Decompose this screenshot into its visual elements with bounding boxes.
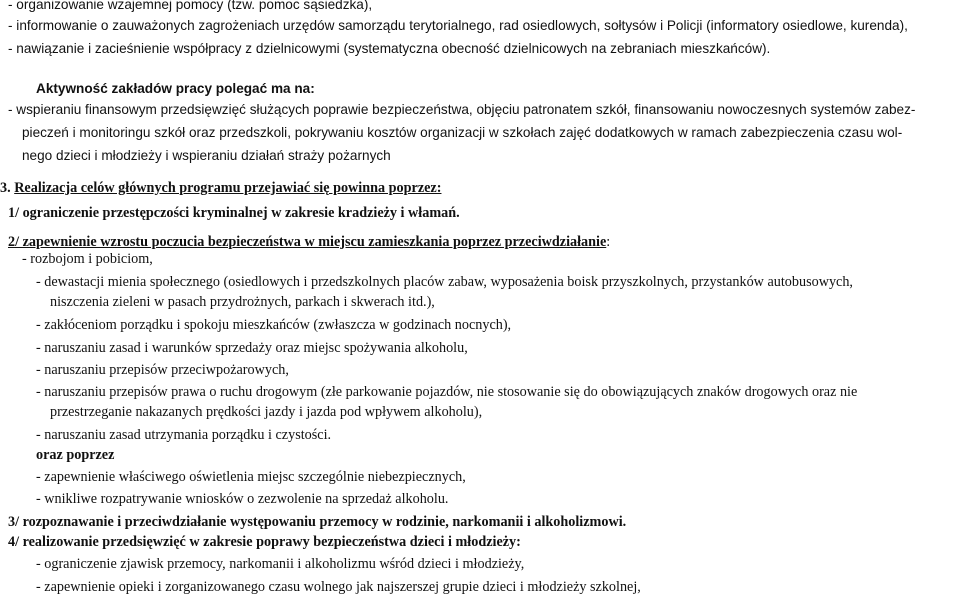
intro-item-informing: - informowanie o zauważonych zagrożeniach urzędów samorządu terytorialnego, rad osiedlowych, sołtysów i Policji (informatory osiedlowe, kurenda), [8,18,908,33]
goal-2-item-alcohol-sales: - naruszaniu zasad i warunków sprzedaży oraz miejsc spożywania alkoholu, [36,340,468,356]
goal-2-item-vandalism: - dewastacji mienia społecznego (osiedlowych i przedszkolnych placów zabaw, wyposażenia boisk przyszkolnych, przystanków autobusowych, [36,274,853,290]
intro-item-mutual-help: - organizowanie wzajemnej pomocy (tzw. pomoc sąsiedzka), [8,0,373,12]
workplace-item-line-1: - wspieraniu finansowym przedsięwzięć służących poprawie bezpieczeństwa, objęciu patronatem szkół, finansowaniu nowoczesnych systemów zabez- [8,102,916,117]
goal-4-heading: 4/ realizowanie przedsięwzięć w zakresie poprawy bezpieczeństwa dzieci i młodzieży: [8,534,521,550]
intro-item-cooperation: - nawiązanie i zacieśnienie współpracy z dzielnicowymi (systematyczna obecność dzielnicowych na zebraniach mieszkańców). [8,41,771,56]
goal-2-item-fire-rules: - naruszaniu przepisów przeciwpożarowych, [36,362,289,378]
goal-2-item-cleanliness: - naruszaniu zasad utrzymania porządku i czystości. [36,427,332,443]
goal-2-item-traffic-cont: przestrzeganie nakazanych prędkości jazdy i jazda pod wpływem alkoholu), [50,404,483,420]
goal-2-item-robbery: - rozbojom i pobiciom, [22,251,153,267]
goal-2-label: 2/ zapewnienie wzrostu poczucia bezpieczeństwa w miejscu zamieszkania poprzez przeciwdziałanie [8,234,607,250]
goal-2-heading [8,233,610,251]
goal-2-colon: : [606,234,611,250]
goal-2-also-heading: oraz poprzez [36,447,115,463]
workplace-heading: Aktywność zakładów pracy polegać ma na: [36,81,315,96]
section-3-number: 3. [0,180,11,196]
goal-2-item-traffic: - naruszaniu przepisów prawa o ruchu drogowym (złe parkowanie pojazdów, nie stosowanie się do obowiązujących znaków drogowych oraz nie [36,384,858,400]
goal-2-also-lighting: - zapewnienie właściwego oświetlenia miejsc szczególnie niebezpiecznych, [36,469,466,485]
workplace-item-line-3: nego dzieci i młodzieży i wspieraniu działań straży pożarnych [22,148,391,163]
goal-4-item-violence: - ograniczenie zjawisk przemocy, narkomanii i alkoholizmu wśród dzieci i młodzieży, [36,556,525,572]
section-3-heading [0,179,441,197]
workplace-item-line-2: pieczeń i monitoringu szkół oraz przedszkoli, pokrywaniu kosztów organizacji w szkołach zajęć dodatkowych w ramach zabezpieczenia czasu wol- [22,125,903,140]
goal-2-item-disturbance: - zakłóceniom porządku i spokoju mieszkańców (zwłaszcza w godzinach nocnych), [36,317,512,333]
section-3-title: Realizacja celów głównych programu przejawiać się powinna poprzez: [14,180,442,196]
goal-3: 3/ rozpoznawanie i przeciwdziałanie występowaniu przemocy w rodzinie, narkomanii i alkoholizmowi. [8,514,627,530]
goal-1: 1/ ograniczenie przestępczości kryminalnej w zakresie kradzieży i włamań. [8,205,460,221]
goal-4-item-free-time: - zapewnienie opieki i zorganizowanego czasu wolnego jak najszerszej grupie dzieci i młodzieży szkolnej, [36,579,641,595]
goal-2-item-vandalism-cont: niszczenia zieleni w pasach przydrożnych, parkach i skwerach itd.), [50,294,435,310]
goal-2-also-alcohol-permits: - wnikliwe rozpatrywanie wniosków o zezwolenie na sprzedaż alkoholu. [36,491,449,507]
